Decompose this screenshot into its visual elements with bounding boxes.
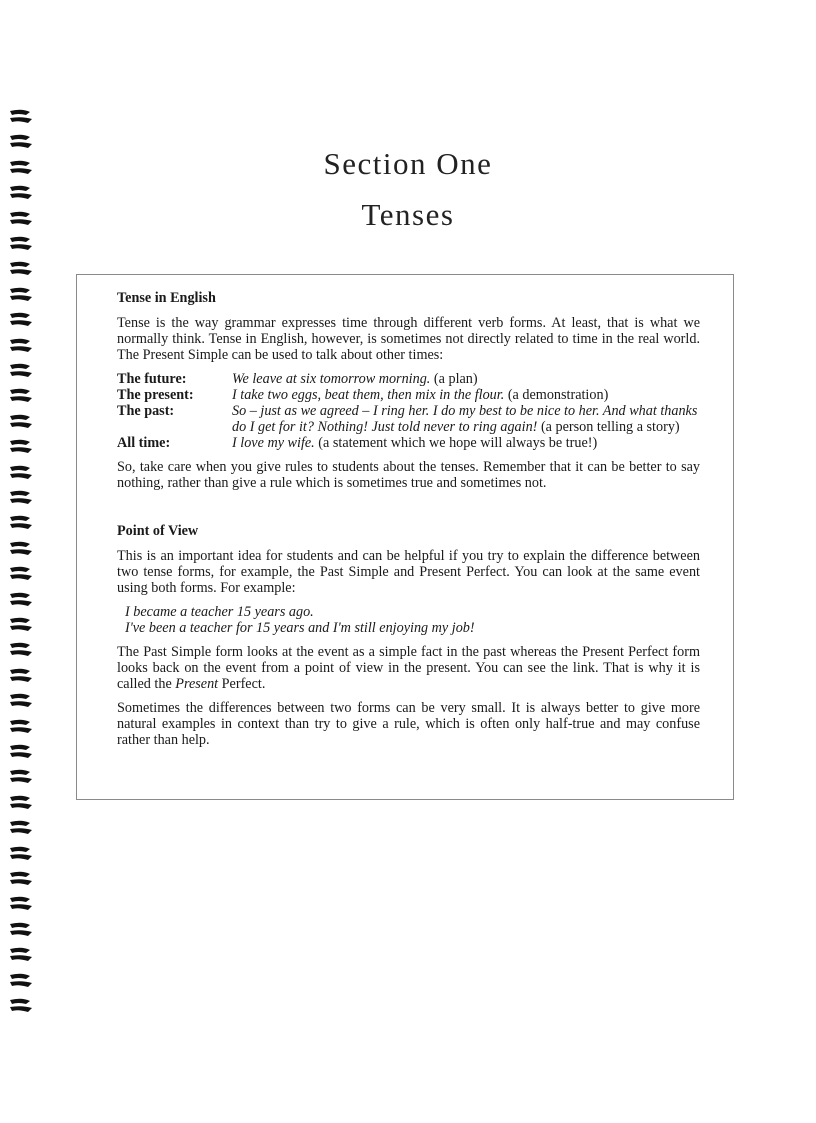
example-label: The future: bbox=[117, 371, 187, 387]
binding-ring-icon bbox=[8, 997, 34, 1017]
binding-ring-icon bbox=[8, 667, 34, 687]
example-row-past bbox=[117, 403, 700, 435]
section-title: Section One bbox=[323, 146, 493, 181]
binding-ring-icon bbox=[8, 464, 34, 484]
example-text: I love my wife. bbox=[232, 435, 315, 451]
binding-ring-icon bbox=[8, 895, 34, 915]
paragraph-closing: So, take care when you give rules to students about the tenses. Remember that it can be better to say nothing, rather than give a rule which is sometimes true and sometimes not. bbox=[117, 459, 700, 491]
example-note: (a demonstration) bbox=[504, 387, 609, 403]
binding-ring-icon bbox=[8, 387, 34, 407]
example-text: We leave at six tomorrow morning. bbox=[232, 371, 431, 387]
binding-ring-icon bbox=[8, 794, 34, 814]
binding-ring-icon bbox=[8, 413, 34, 433]
binding-ring-icon bbox=[8, 362, 34, 382]
example-text: So – just as we agreed – I ring her. I do my best to be nice to her. And what thanks do I get for it? Nothing! Just told never to ring again! bbox=[232, 403, 698, 435]
binding-ring-icon bbox=[8, 845, 34, 865]
content-body bbox=[117, 290, 700, 756]
binding-ring-icon bbox=[8, 337, 34, 357]
paragraph-pov-explanation: The Past Simple form looks at the event as a simple fact in the past whereas the Present Perfect form looks back on the event from a point of view in the present. You can see the link. That is why it is called the Present Perfect. bbox=[117, 644, 700, 692]
binding-ring-icon bbox=[8, 489, 34, 509]
binding-ring-icon bbox=[8, 540, 34, 560]
example-row-present bbox=[117, 387, 700, 403]
examples-table bbox=[117, 371, 700, 451]
example-note: (a plan) bbox=[430, 371, 478, 387]
example-row-future bbox=[117, 371, 700, 387]
example-note: (a person telling a story) bbox=[537, 419, 680, 435]
binding-ring-icon bbox=[8, 108, 34, 128]
spiral-binding bbox=[8, 108, 38, 1008]
binding-ring-icon bbox=[8, 514, 34, 534]
heading-tense-in-english: Tense in English bbox=[117, 290, 216, 306]
example-note: (a statement which we hope will always be true!) bbox=[314, 435, 598, 451]
binding-ring-icon bbox=[8, 718, 34, 738]
binding-ring-icon bbox=[8, 616, 34, 636]
paragraph-intro: Tense is the way grammar expresses time through different verb forms. At least, that is what we normally think. Tense in English, however, is sometimes not directly related to time in the real world. The Present Simple can be used to talk about other times: bbox=[117, 315, 700, 363]
binding-ring-icon bbox=[8, 260, 34, 280]
example-label: The present: bbox=[117, 387, 194, 403]
example-label: The past: bbox=[117, 403, 175, 419]
paragraph-pov-intro: This is an important idea for students and can be helpful if you try to explain the difference between two tense forms, for example, the Past Simple and Present Perfect. You can look at the same event using both forms. For example: bbox=[117, 548, 700, 596]
binding-ring-icon bbox=[8, 768, 34, 788]
heading-point-of-view: Point of View bbox=[117, 523, 199, 539]
binding-ring-icon bbox=[8, 565, 34, 585]
binding-ring-icon bbox=[8, 819, 34, 839]
pov-examples bbox=[117, 604, 700, 636]
binding-ring-icon bbox=[8, 438, 34, 458]
binding-ring-icon bbox=[8, 641, 34, 661]
binding-ring-icon bbox=[8, 946, 34, 966]
binding-ring-icon bbox=[8, 972, 34, 992]
binding-ring-icon bbox=[8, 286, 34, 306]
binding-ring-icon bbox=[8, 591, 34, 611]
binding-ring-icon bbox=[8, 921, 34, 941]
example-label: All time: bbox=[117, 435, 171, 451]
binding-ring-icon bbox=[8, 692, 34, 712]
binding-ring-icon bbox=[8, 870, 34, 890]
paragraph-pov-conclusion: Sometimes the differences between two forms can be very small. It is always better to give more natural examples in context than try to give a rule, which is often only half-true and may confuse rather than help. bbox=[117, 700, 700, 748]
example-text: I take two eggs, beat them, then mix in the flour. bbox=[232, 387, 505, 403]
binding-ring-icon bbox=[8, 743, 34, 763]
example-row-all-time bbox=[117, 435, 700, 451]
binding-ring-icon bbox=[8, 311, 34, 331]
pov-example-present-perfect: I've been a teacher for 15 years and I'm still enjoying my job! bbox=[125, 620, 475, 636]
section-subtitle: Tenses bbox=[361, 197, 455, 232]
pov-example-past-simple: I became a teacher 15 years ago. bbox=[125, 604, 314, 620]
binding-ring-icon bbox=[8, 235, 34, 255]
